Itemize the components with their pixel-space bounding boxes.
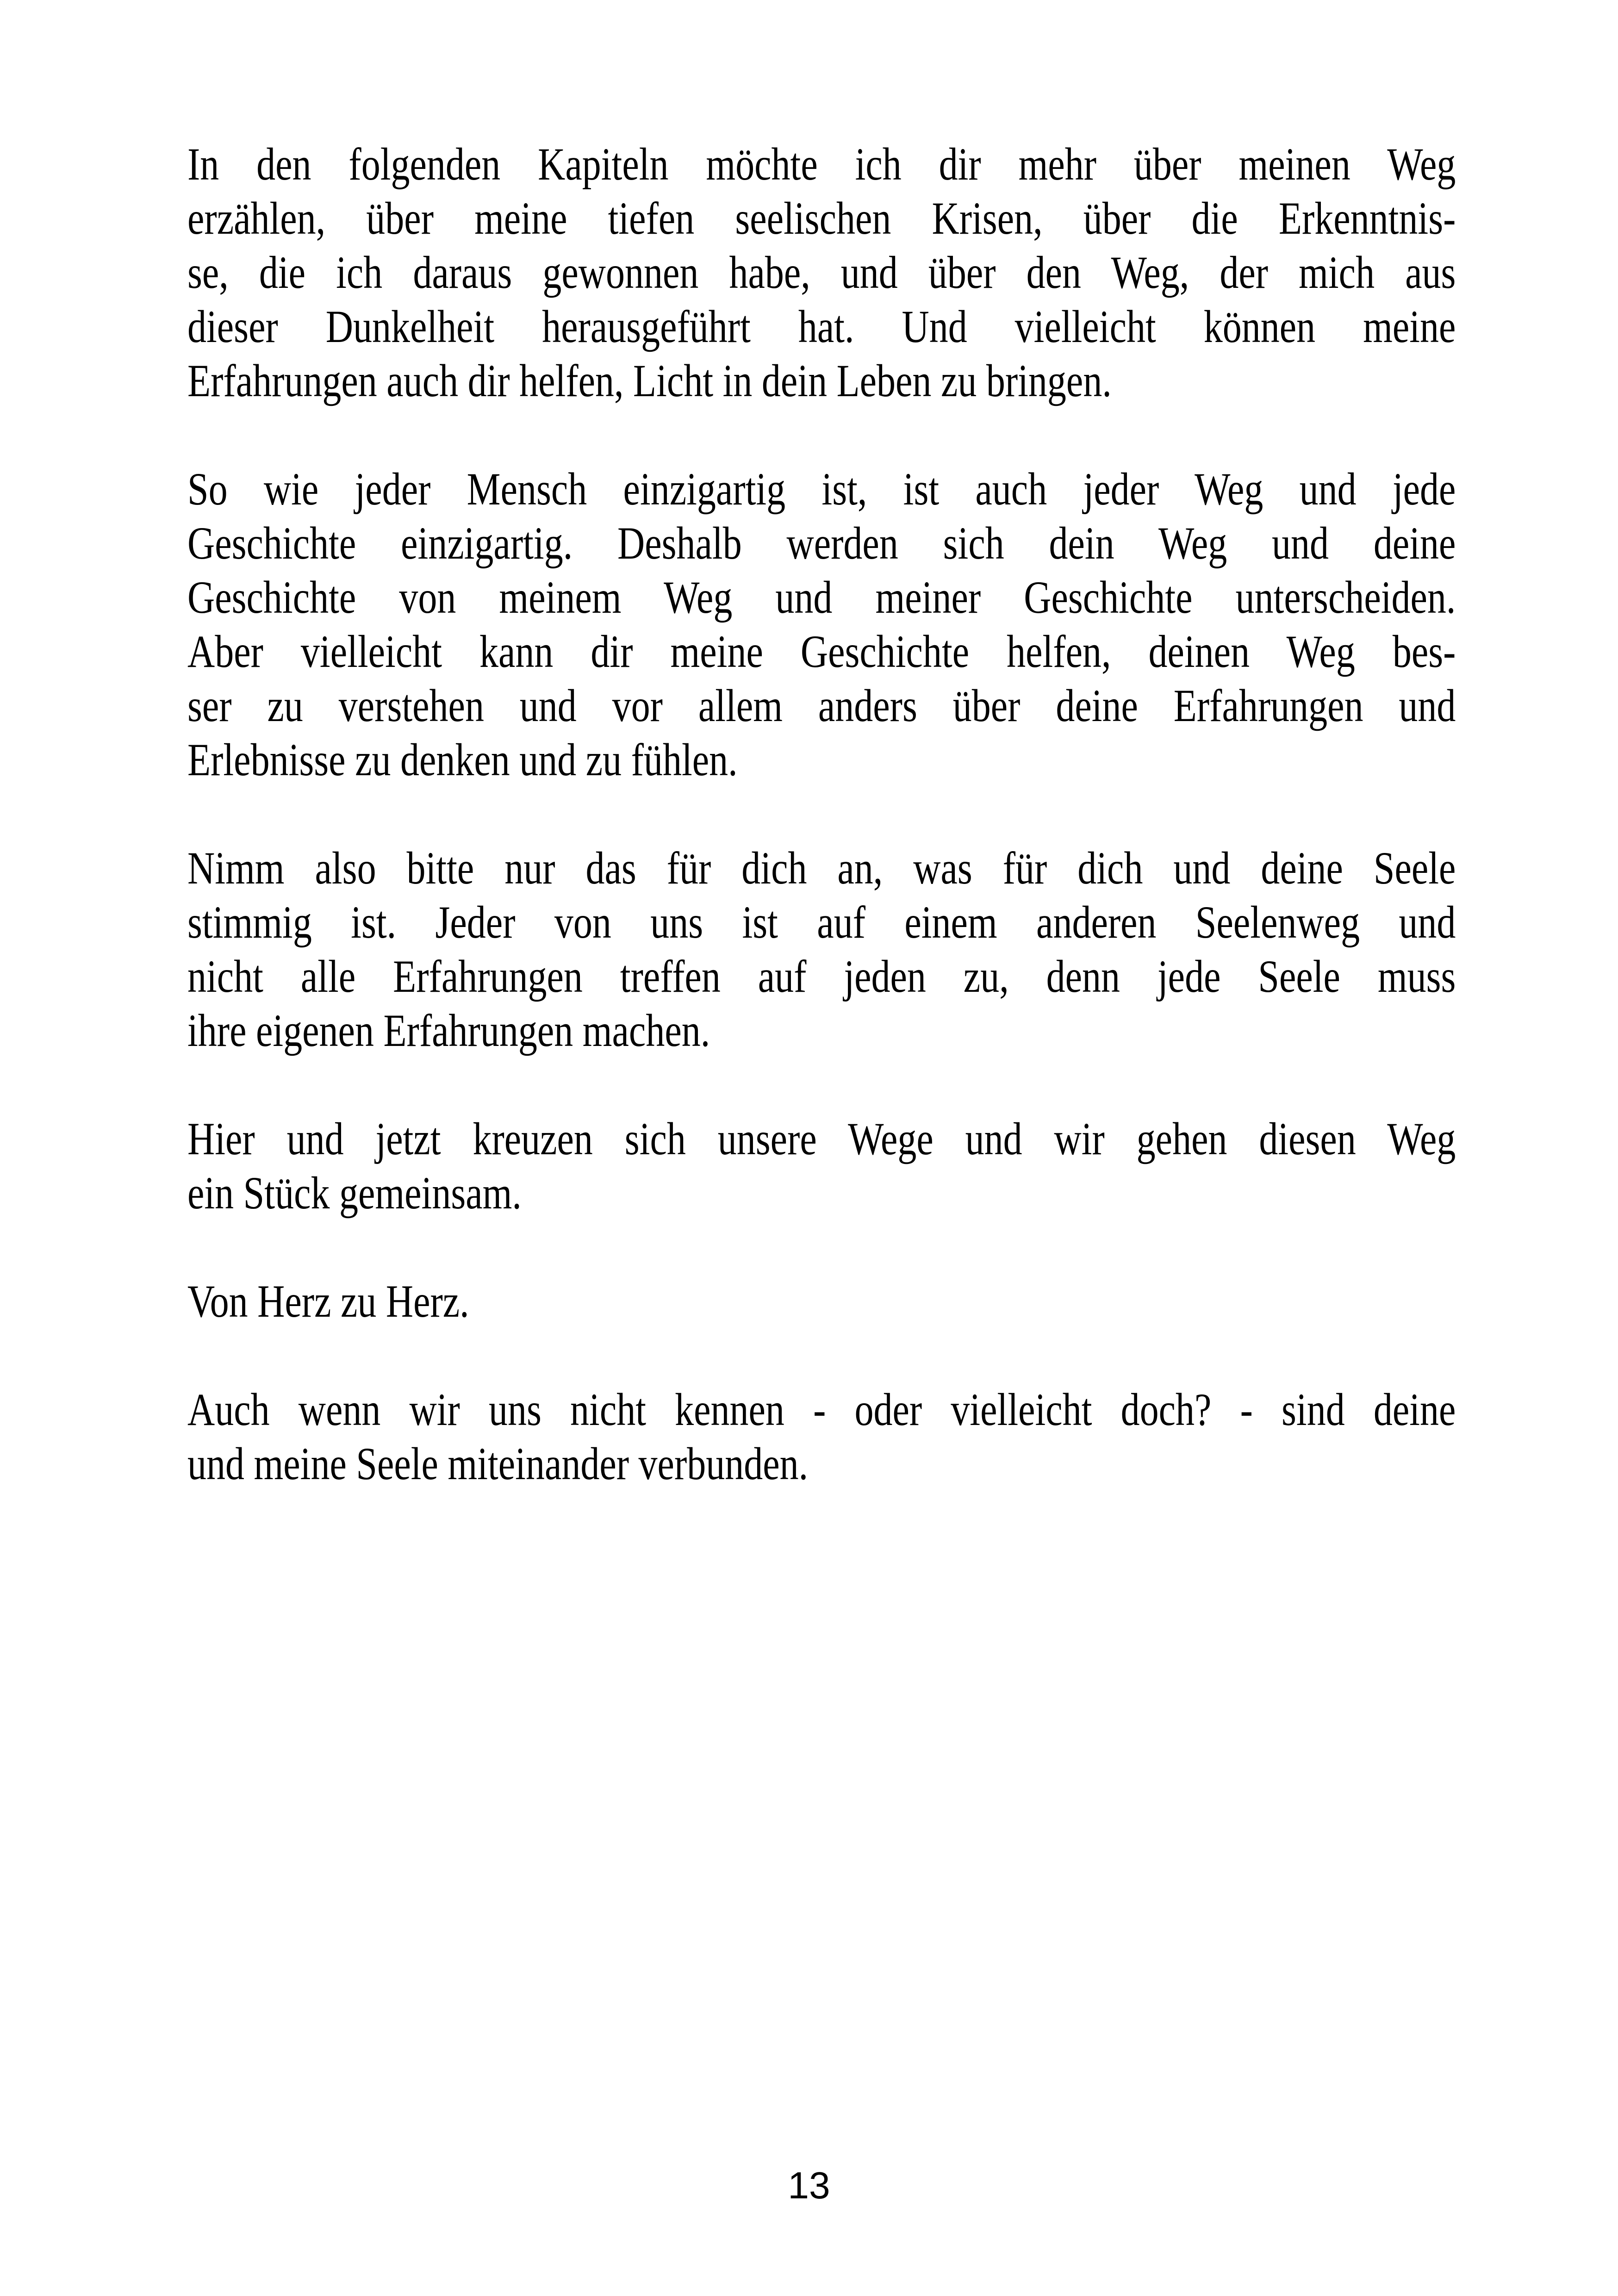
text-line: Von Herz zu Herz. [187, 1276, 469, 1327]
text-line: Geschichte von meinem Weg und meiner Geschichte unterscheiden. [187, 572, 1456, 623]
paragraph [187, 841, 1456, 1058]
text-line: Erfahrungen auch dir helfen, Licht in dein Leben zu bringen. [187, 355, 1112, 406]
text-line: erzählen, über meine tiefen seelischen Krisen, über die Erkenntnis- [187, 193, 1456, 244]
body-text [187, 137, 1456, 1545]
text-line: ser zu verstehen und vor allem anders über deine Erfahrungen und [187, 680, 1456, 731]
text-line: Geschichte einzigartig. Deshalb werden sich dein Weg und deine [187, 517, 1456, 569]
text-line: Hier und jetzt kreuzen sich unsere Wege und wir gehen diesen Weg [187, 1113, 1456, 1164]
page-number: 13 [788, 2165, 830, 2207]
text-line: dieser Dunkelheit herausgeführt hat. Und vielleicht können meine [187, 301, 1456, 352]
text-line: In den folgenden Kapiteln möchte ich dir mehr über meinen Weg [187, 138, 1456, 190]
paragraph [187, 1382, 1456, 1491]
paragraph [187, 462, 1456, 787]
text-line: Nimm also bitte nur das für dich an, was für dich und deine Seele [187, 842, 1456, 894]
paragraph [187, 1112, 1456, 1220]
text-line: So wie jeder Mensch einzigartig ist, ist auch jeder Weg und jede [187, 463, 1456, 515]
paragraph [187, 1274, 1456, 1328]
text-line: und meine Seele miteinander verbunden. [187, 1438, 809, 1489]
text-line: se, die ich daraus gewonnen habe, und über den Weg, der mich aus [187, 247, 1456, 298]
text-line: ihre eigenen Erfahrungen machen. [187, 1005, 710, 1056]
text-line: stimmig ist. Jeder von uns ist auf einem anderen Seelenweg und [187, 896, 1456, 948]
text-line: nicht alle Erfahrungen treffen auf jeden zu, denn jede Seele muss [187, 951, 1456, 1002]
text-line: ein Stück gemeinsam. [187, 1167, 522, 1219]
text-line: Aber vielleicht kann dir meine Geschichte helfen, deinen Weg bes- [187, 626, 1456, 677]
text-line: Erlebnisse zu denken und zu fühlen. [187, 734, 738, 785]
paragraph [187, 137, 1456, 408]
text-line: Auch wenn wir uns nicht kennen - oder vielleicht doch? - sind deine [187, 1384, 1456, 1435]
